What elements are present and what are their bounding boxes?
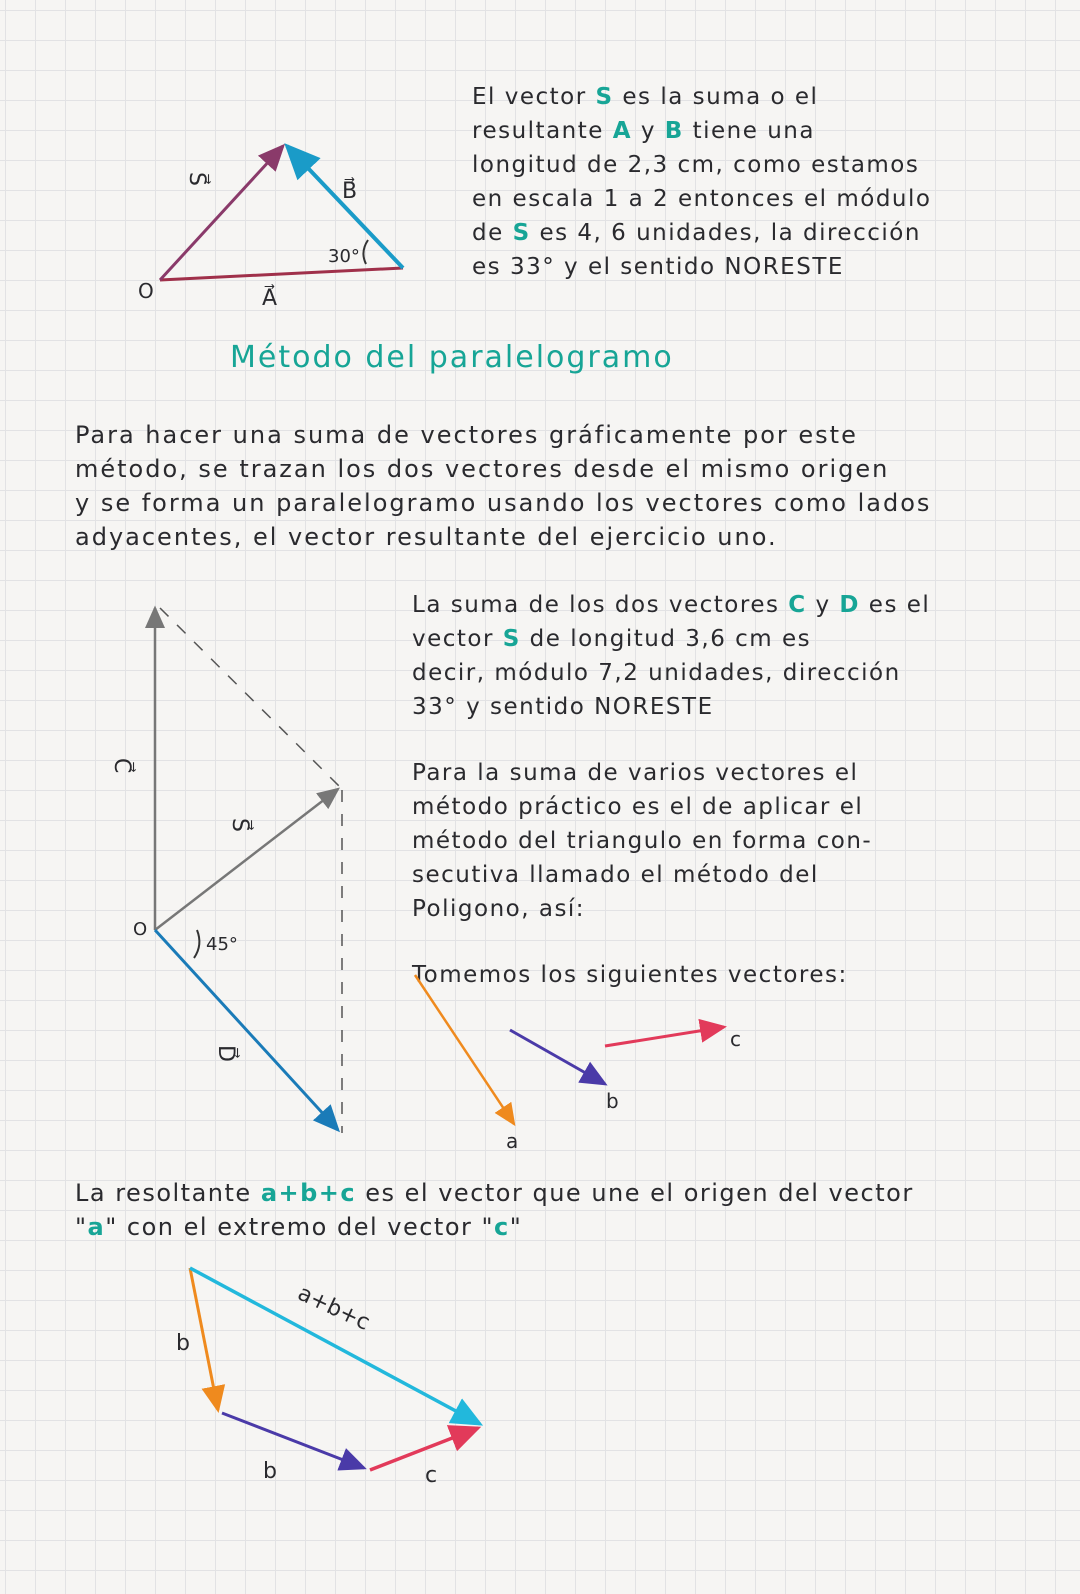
highlighted-term: a [87,1213,106,1241]
text-segment: Tomemos los siguientes vectores: [412,962,848,988]
label-angle: 45° [206,934,238,955]
label-c: c [425,1463,438,1488]
vector-b-arrow [510,1030,605,1084]
text-segment: es la suma o el [613,84,819,110]
text-segment: es 33° y el sentido NORESTE [472,254,844,280]
text-segment: Poligono, así: [412,896,586,922]
section-title: Método del paralelogramo [230,340,674,375]
text-segment: El vector [472,84,596,110]
vector-d-arrow [155,930,338,1130]
dashed-guide [160,608,340,787]
text-segment: método, se trazan los dos vectores desde el mismo origen [75,455,890,483]
highlighted-term: S [512,220,531,246]
text-segment: secutiva llamado el método del [412,862,819,888]
label-angle: 30° [328,246,360,267]
text-segment: " [75,1213,88,1241]
label-b: b [263,1459,277,1484]
vector-a-arrow [415,975,514,1124]
label-a: a [506,1129,519,1153]
highlighted-term: D [839,592,860,618]
resultant-arrow [190,1268,480,1424]
label-b: b [176,1331,190,1356]
text-segment: vector [412,626,503,652]
label-s: S⃗ [184,172,209,186]
text-segment: tiene una [683,118,815,144]
parallelogram-diagram [109,608,342,1133]
text-segment: " con el extremo del vector " [105,1213,495,1241]
text-segment: en escala 1 a 2 entonces el módulo [472,186,932,212]
text-segment: de longitud 3,6 cm es [520,626,812,652]
label-a: A⃗ [262,286,278,311]
highlighted-term: A [612,118,633,144]
highlighted-term: B [664,118,684,144]
text-segment: método del triangulo en forma con- [412,828,873,854]
sample-vectors [415,975,741,1153]
text-segment: método práctico es el de aplicar el [412,794,864,820]
text-segment: " [509,1213,523,1241]
vector-c-arrow [370,1428,478,1470]
label-resultant: a+b+c [293,1280,374,1336]
triangle-diagram [138,146,403,311]
vector-c-arrow [605,1027,724,1046]
vector-s-arrow [155,789,338,930]
text-segment: y [806,592,840,618]
text-segment: resultante [472,118,613,144]
label-c: C⃗ [109,758,134,774]
vector-a-arrow [160,268,403,280]
highlighted-term: c [494,1213,510,1241]
label-c: c [730,1027,741,1051]
text-segment: decir, módulo 7,2 unidades, dirección [412,660,901,686]
text-segment: es 4, 6 unidades, la dirección [530,220,921,246]
highlighted-term: S [595,84,614,110]
text-segment: Para la suma de varios vectores el [412,760,859,786]
angle-arc [194,930,199,958]
label-origin: O [133,919,148,940]
polygon-diagram [176,1268,480,1488]
text-segment: longitud de 2,3 cm, como estamos [472,152,920,178]
text-segment: es el vector que une el origen del vector [356,1179,914,1207]
highlighted-term: C [788,592,807,618]
text-segment: adyacentes, el vector resultante del ejercicio uno. [75,523,778,551]
text-segment: y se forma un paralelogramo usando los vectores como lados [75,489,932,517]
vector-b-arrow [222,1413,364,1468]
vector-a-arrow [190,1268,218,1410]
label-b: B⃗ [342,179,358,204]
highlighted-term: S [502,626,521,652]
vector-s-arrow [160,146,283,280]
text-segment: 33° y sentido NORESTE [412,694,714,720]
highlighted-term: a+b+c [260,1179,357,1207]
angle-arc [363,240,368,264]
label-origin: O [138,279,154,303]
text-segment: La resoltante [75,1179,261,1207]
text-segment: La suma de los dos vectores [412,592,789,618]
label-d: D⃗ [213,1045,238,1062]
text-segment: Para hacer una suma de vectores gráficamente por este [75,421,858,449]
label-b: b [606,1089,619,1113]
label-s: S⃗ [227,818,252,832]
text-segment: de [472,220,513,246]
text-segment: es el [859,592,931,618]
text-segment: y [632,118,665,144]
